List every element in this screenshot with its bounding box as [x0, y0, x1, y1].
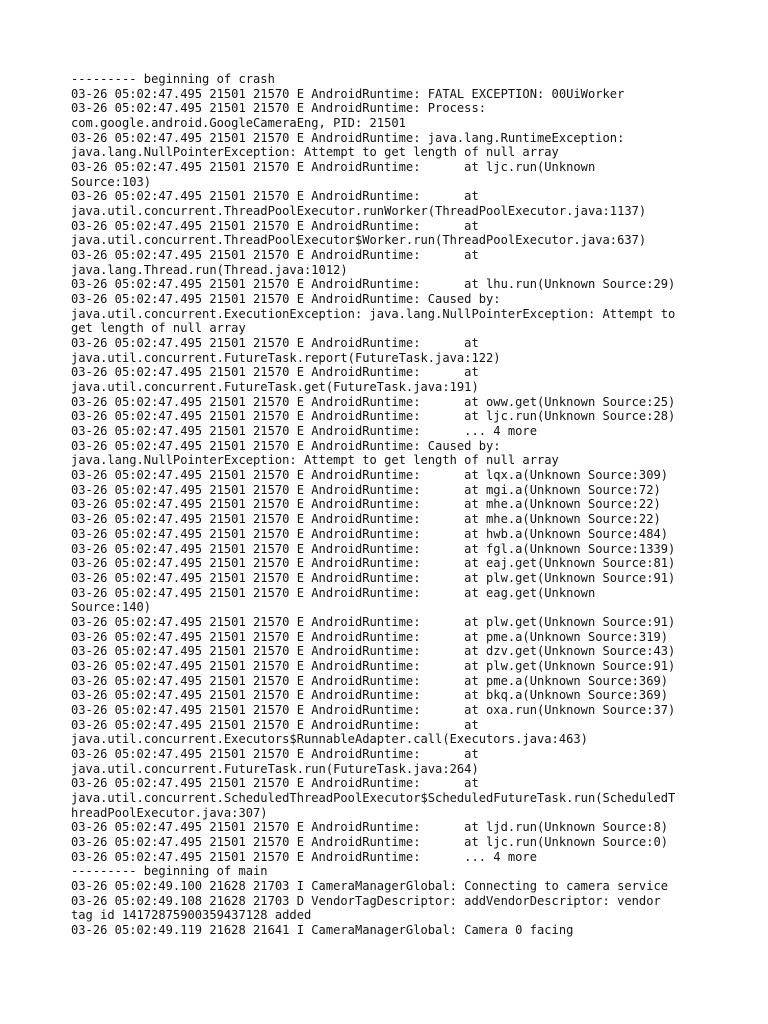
log-line: 03-26 05:02:47.495 21501 21570 E AndroidRuntime: at — [71, 336, 479, 351]
log-line: 03-26 05:02:47.495 21501 21570 E AndroidRuntime: ... 4 more — [71, 424, 537, 439]
log-line: java.util.concurrent.FutureTask.run(FutureTask.java:264) — [71, 761, 479, 776]
log-line: 03-26 05:02:47.495 21501 21570 E AndroidRuntime: at — [71, 248, 479, 263]
log-line: java.util.concurrent.FutureTask.get(FutureTask.java:191) — [71, 380, 479, 395]
log-line: java.util.concurrent.ExecutionException: java.lang.NullPointerException: Attempt to — [71, 306, 676, 321]
log-line: 03-26 05:02:47.495 21501 21570 E AndroidRuntime: at — [71, 365, 479, 380]
log-line: 03-26 05:02:47.495 21501 21570 E AndroidRuntime: at — [71, 218, 479, 233]
log-line: --------- beginning of crash — [71, 72, 275, 86]
log-line: 03-26 05:02:47.495 21501 21570 E AndroidRuntime: at — [71, 746, 479, 761]
log-line: Source:140) — [71, 600, 152, 615]
log-line: tag id 14172875900359437128 added — [71, 908, 312, 923]
log-line: 03-26 05:02:47.495 21501 21570 E AndroidRuntime: at oxa.run(Unknown Source:37) — [71, 702, 676, 717]
log-line: 03-26 05:02:47.495 21501 21570 E AndroidRuntime: Process: — [71, 101, 487, 116]
log-line: 03-26 05:02:47.495 21501 21570 E AndroidRuntime: at mhe.a(Unknown Source:22) — [71, 512, 661, 527]
log-line: java.util.concurrent.FutureTask.report(FutureTask.java:122) — [71, 350, 501, 365]
log-line: 03-26 05:02:47.495 21501 21570 E AndroidRuntime: at hwb.a(Unknown Source:484) — [71, 526, 669, 541]
log-line: 03-26 05:02:47.495 21501 21570 E AndroidRuntime: at ljc.run(Unknown Source:28) — [71, 409, 676, 424]
log-line: 03-26 05:02:47.495 21501 21570 E AndroidRuntime: at — [71, 776, 479, 791]
log-line: 03-26 05:02:47.495 21501 21570 E AndroidRuntime: at ljc.run(Unknown — [71, 160, 596, 175]
log-line: 03-26 05:02:47.495 21501 21570 E AndroidRuntime: at ljd.run(Unknown Source:8) — [71, 820, 669, 835]
log-line: 03-26 05:02:47.495 21501 21570 E AndroidRuntime: at mhe.a(Unknown Source:22) — [71, 497, 661, 512]
log-line: 03-26 05:02:47.495 21501 21570 E AndroidRuntime: at ljc.run(Unknown Source:0) — [71, 834, 669, 849]
log-line: 03-26 05:02:47.495 21501 21570 E AndroidRuntime: at oww.get(Unknown Source:25) — [71, 394, 676, 409]
log-line: 03-26 05:02:47.495 21501 21570 E AndroidRuntime: at lhu.run(Unknown Source:29) — [71, 277, 676, 292]
log-line: java.lang.Thread.run(Thread.java:1012) — [71, 262, 348, 277]
log-line: get length of null array — [71, 321, 246, 336]
log-line: 03-26 05:02:47.495 21501 21570 E AndroidRuntime: at pme.a(Unknown Source:369) — [71, 673, 669, 688]
log-line: --------- beginning of main — [71, 864, 268, 879]
log-line: 03-26 05:02:47.495 21501 21570 E AndroidRuntime: at dzv.get(Unknown Source:43) — [71, 644, 676, 659]
log-line: java.util.concurrent.ThreadPoolExecutor.runWorker(ThreadPoolExecutor.java:1137) — [71, 204, 647, 219]
log-line: 03-26 05:02:47.495 21501 21570 E AndroidRuntime: Caused by: — [71, 438, 501, 453]
log-line: 03-26 05:02:47.495 21501 21570 E AndroidRuntime: at eag.get(Unknown — [71, 585, 596, 600]
log-line: 03-26 05:02:49.108 21628 21703 D VendorTagDescriptor: addVendorDescriptor: vendor — [71, 893, 661, 908]
log-line: 03-26 05:02:47.495 21501 21570 E AndroidRuntime: at plw.get(Unknown Source:91) — [71, 570, 676, 585]
log-line: 03-26 05:02:47.495 21501 21570 E AndroidRuntime: ... 4 more — [71, 849, 537, 864]
log-line: 03-26 05:02:47.495 21501 21570 E AndroidRuntime: at plw.get(Unknown Source:91) — [71, 658, 676, 673]
log-line: java.util.concurrent.Executors$RunnableAdapter.call(Executors.java:463) — [71, 732, 588, 747]
log-line: Source:103) — [71, 174, 152, 189]
log-line: 03-26 05:02:47.495 21501 21570 E AndroidRuntime: Caused by: — [71, 292, 501, 307]
log-line: 03-26 05:02:47.495 21501 21570 E AndroidRuntime: at eaj.get(Unknown Source:81) — [71, 556, 676, 571]
log-line: 03-26 05:02:49.100 21628 21703 I CameraManagerGlobal: Connecting to camera service — [71, 878, 669, 893]
log-text-block — [71, 72, 711, 938]
log-line: 03-26 05:02:47.495 21501 21570 E AndroidRuntime: java.lang.RuntimeException: — [71, 130, 625, 145]
log-line: 03-26 05:02:47.495 21501 21570 E AndroidRuntime: at mgi.a(Unknown Source:72) — [71, 482, 661, 497]
log-line: java.lang.NullPointerException: Attempt to get length of null array — [71, 145, 559, 160]
log-line: 03-26 05:02:49.119 21628 21641 I CameraManagerGlobal: Camera 0 facing — [71, 922, 574, 937]
log-line: 03-26 05:02:47.495 21501 21570 E AndroidRuntime: at — [71, 717, 479, 732]
log-line: 03-26 05:02:47.495 21501 21570 E AndroidRuntime: at fgl.a(Unknown Source:1339) — [71, 541, 676, 556]
log-line: java.util.concurrent.ThreadPoolExecutor$Worker.run(ThreadPoolExecutor.java:637) — [71, 233, 647, 248]
log-line: 03-26 05:02:47.495 21501 21570 E AndroidRuntime: at — [71, 189, 479, 204]
log-line: 03-26 05:02:47.495 21501 21570 E AndroidRuntime: at pme.a(Unknown Source:319) — [71, 629, 669, 644]
log-line: 03-26 05:02:47.495 21501 21570 E AndroidRuntime: FATAL EXCEPTION: 00UiWorker — [71, 86, 625, 101]
log-line: 03-26 05:02:47.495 21501 21570 E AndroidRuntime: at lqx.a(Unknown Source:309) — [71, 468, 669, 483]
log-line: 03-26 05:02:47.495 21501 21570 E AndroidRuntime: at bkq.a(Unknown Source:369) — [71, 688, 669, 703]
log-line: hreadPoolExecutor.java:307) — [71, 805, 268, 820]
log-line: com.google.android.GoogleCameraEng, PID: 21501 — [71, 116, 406, 131]
log-line: java.lang.NullPointerException: Attempt to get length of null array — [71, 453, 559, 468]
log-line: 03-26 05:02:47.495 21501 21570 E AndroidRuntime: at plw.get(Unknown Source:91) — [71, 614, 676, 629]
log-line: java.util.concurrent.ScheduledThreadPoolExecutor$ScheduledFutureTask.run(ScheduledT — [71, 790, 676, 805]
